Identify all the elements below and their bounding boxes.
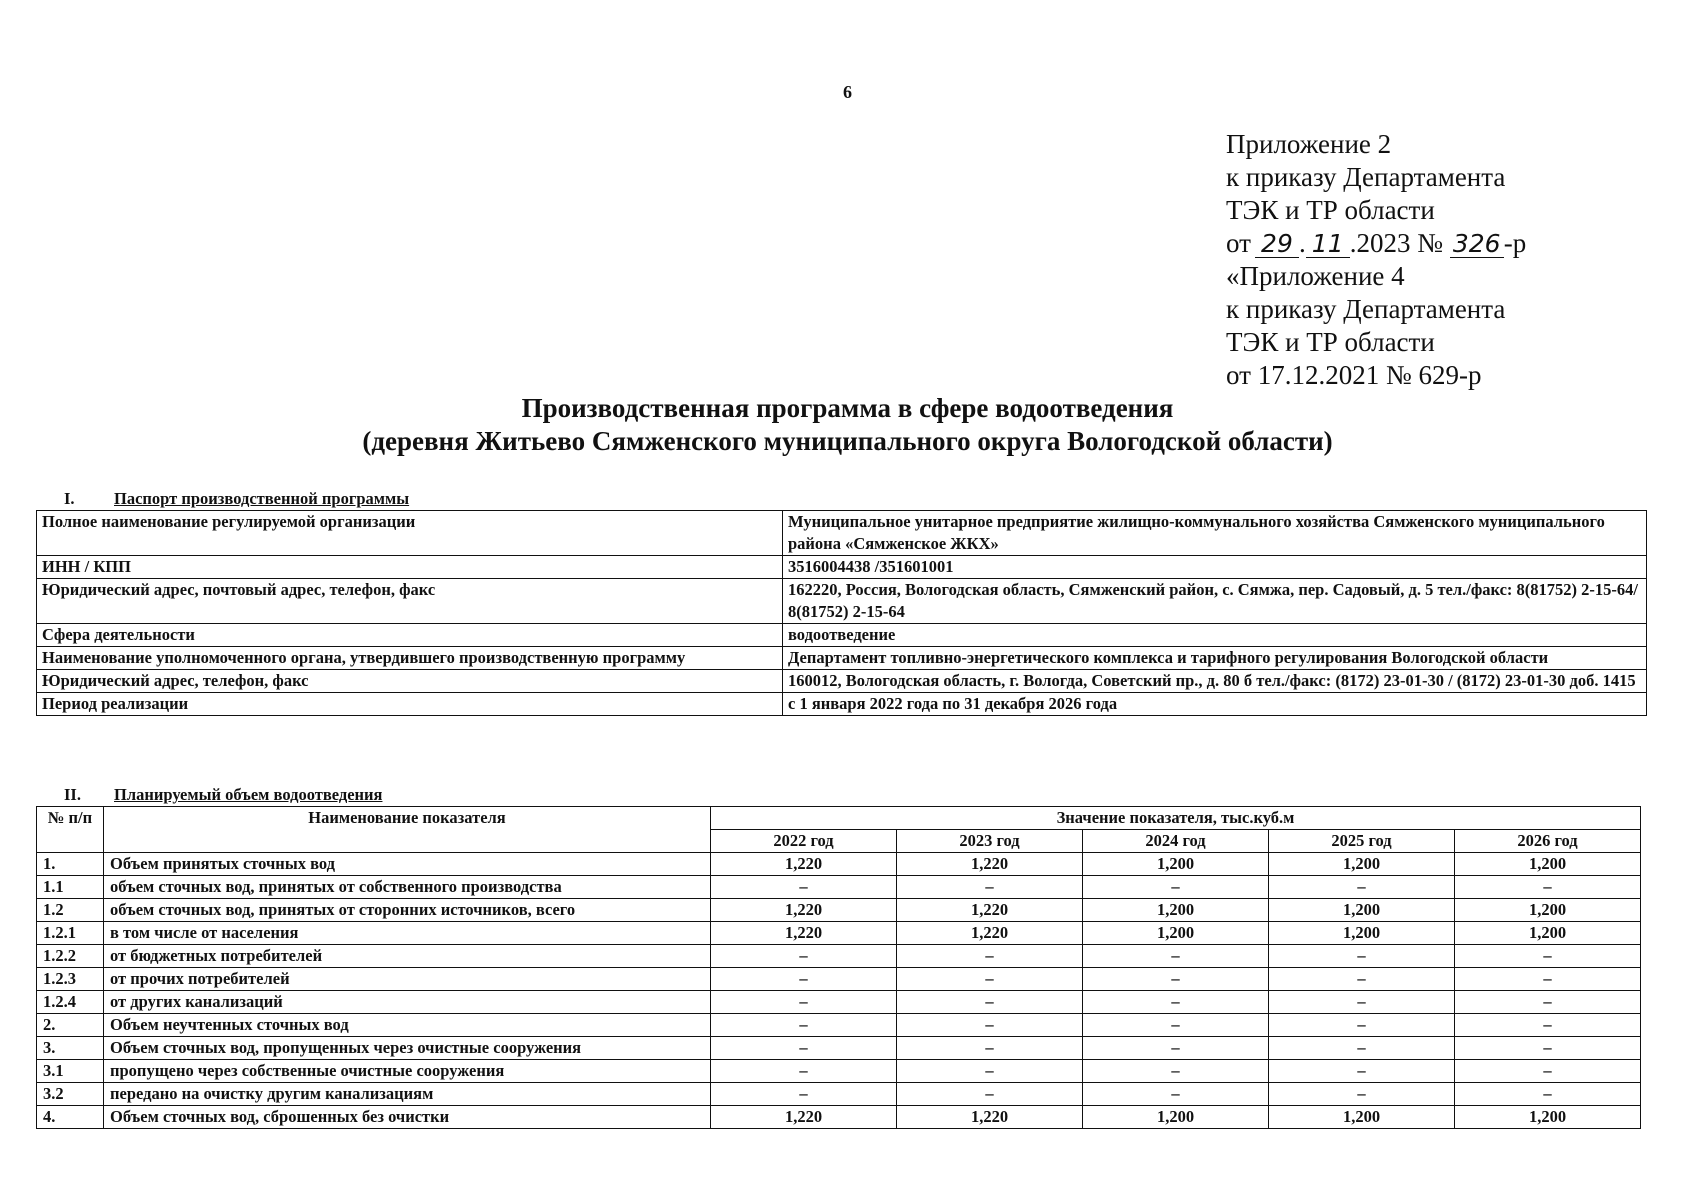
row-value: 1,200 (1455, 922, 1641, 945)
row-value: – (711, 1037, 897, 1060)
row-value: – (1269, 1060, 1455, 1083)
row-value: – (1269, 945, 1455, 968)
volume-row (37, 991, 1641, 1014)
row-value: 1,200 (1269, 922, 1455, 945)
row-value: 1,220 (711, 853, 897, 876)
year-header: 2022 год (711, 830, 897, 853)
row-value: – (1455, 991, 1641, 1014)
row-name: от прочих потребителей (104, 968, 711, 991)
row-value: – (711, 991, 897, 1014)
row-name: от бюджетных потребителей (104, 945, 711, 968)
section-number: I. (64, 489, 75, 508)
row-value: – (711, 945, 897, 968)
passport-value: 3516004438 /351601001 (783, 556, 1647, 579)
row-value: – (897, 991, 1083, 1014)
row-name: Объем сточных вод, пропущенных через очистные сооружения (104, 1037, 711, 1060)
row-number: 1. (37, 853, 104, 876)
passport-row (37, 647, 1647, 670)
row-value: 1,200 (1083, 853, 1269, 876)
year-header: 2023 год (897, 830, 1083, 853)
row-value: 1,200 (1455, 853, 1641, 876)
date-year: .2023 № (1349, 228, 1443, 258)
row-value: – (897, 1060, 1083, 1083)
row-value: – (1455, 876, 1641, 899)
year-header: 2024 год (1083, 830, 1269, 853)
passport-value: Муниципальное унитарное предприятие жилищно-коммунального хозяйства Сямженского муниципального района «Сямженское ЖКХ» (783, 511, 1647, 556)
row-name: Объем принятых сточных вод (104, 853, 711, 876)
row-value: – (1083, 945, 1269, 968)
appendix-line: Приложение 2 (1226, 129, 1392, 159)
row-number: 1.2.4 (37, 991, 104, 1014)
volume-row (37, 1014, 1641, 1037)
passport-label: Юридический адрес, почтовый адрес, телефон, факс (37, 579, 783, 624)
row-value: 1,200 (1455, 899, 1641, 922)
row-value: – (1083, 876, 1269, 899)
passport-row (37, 556, 1647, 579)
row-value: – (1455, 1060, 1641, 1083)
col-value-header: Значение показателя, тыс.куб.м (711, 807, 1641, 830)
row-name: объем сточных вод, принятых от собственного производства (104, 876, 711, 899)
appendix-line: от 17.12.2021 № 629-р (1226, 360, 1482, 390)
row-name: Объем сточных вод, сброшенных без очистки (104, 1106, 711, 1129)
row-value: – (897, 1014, 1083, 1037)
row-name: Объем неучтенных сточных вод (104, 1014, 711, 1037)
volume-row (37, 853, 1641, 876)
row-number: 1.2.2 (37, 945, 104, 968)
passport-row (37, 693, 1647, 716)
passport-label: Полное наименование регулируемой организации (37, 511, 783, 556)
section-2-title (64, 785, 382, 805)
row-number: 1.2.1 (37, 922, 104, 945)
appendix-line: ТЭК и ТР области (1226, 195, 1435, 225)
header-row (37, 807, 1641, 830)
row-value: – (711, 1083, 897, 1106)
row-value: – (897, 876, 1083, 899)
col-name-header: Наименование показателя (104, 807, 711, 853)
row-name: объем сточных вод, принятых от сторонних источников, всего (104, 899, 711, 922)
row-number: 1.1 (37, 876, 104, 899)
row-value: 1,200 (1083, 922, 1269, 945)
volume-table (36, 806, 1641, 1129)
passport-value: Департамент топливно-энергетического комплекса и тарифного регулирования Вологодской области (783, 647, 1647, 670)
row-value: – (1083, 1037, 1269, 1060)
row-name: от других канализаций (104, 991, 711, 1014)
passport-table (36, 510, 1647, 716)
row-value: – (897, 1037, 1083, 1060)
row-value: – (1083, 1014, 1269, 1037)
volume-row (37, 1037, 1641, 1060)
row-number: 3.1 (37, 1060, 104, 1083)
row-value: – (1455, 1014, 1641, 1037)
volume-row (37, 968, 1641, 991)
passport-label: Наименование уполномоченного органа, утвердившего производственную программу (37, 647, 783, 670)
appendix-line: «Приложение 4 (1226, 261, 1405, 291)
passport-label: Период реализации (37, 693, 783, 716)
row-value: 1,220 (897, 853, 1083, 876)
row-value: 1,220 (897, 899, 1083, 922)
passport-row (37, 579, 1647, 624)
row-value: 1,200 (1269, 899, 1455, 922)
document-title (0, 392, 1695, 458)
passport-row (37, 624, 1647, 647)
handwritten-order-number: 326 (1450, 231, 1504, 258)
volume-row (37, 1060, 1641, 1083)
row-value: – (711, 1014, 897, 1037)
row-value: 1,220 (711, 1106, 897, 1129)
handwritten-day: 29 (1255, 231, 1299, 258)
row-value: – (1083, 1083, 1269, 1106)
row-value: 1,220 (711, 899, 897, 922)
passport-row (37, 511, 1647, 556)
row-value: – (897, 1083, 1083, 1106)
row-value: – (1269, 1083, 1455, 1106)
volume-row (37, 1083, 1641, 1106)
appendix-date-line: от 29 . 11 .2023 № 326 -р (1226, 228, 1527, 258)
row-value: – (711, 1060, 897, 1083)
row-number: 4. (37, 1106, 104, 1129)
volume-row (37, 922, 1641, 945)
handwritten-month: 11 (1306, 231, 1350, 258)
appendix-block (1226, 128, 1526, 392)
section-1-title (64, 489, 409, 509)
row-value: – (1455, 1083, 1641, 1106)
row-value: 1,200 (1455, 1106, 1641, 1129)
volume-row (37, 876, 1641, 899)
page-number: 6 (843, 82, 852, 102)
passport-label: Сфера деятельности (37, 624, 783, 647)
row-number: 2. (37, 1014, 104, 1037)
row-value: – (1083, 991, 1269, 1014)
passport-label: ИНН / КПП (37, 556, 783, 579)
year-header: 2025 год (1269, 830, 1455, 853)
row-value: – (1269, 876, 1455, 899)
appendix-line: ТЭК и ТР области (1226, 327, 1435, 357)
row-number: 3.2 (37, 1083, 104, 1106)
volume-row (37, 945, 1641, 968)
passport-value: с 1 января 2022 года по 31 декабря 2026 года (783, 693, 1647, 716)
row-value: – (1083, 968, 1269, 991)
col-number-header: № п/п (37, 807, 104, 853)
row-name: пропущено через собственные очистные сооружения (104, 1060, 711, 1083)
section-title-text: Планируемый объем водоотведения (114, 785, 383, 804)
row-value: – (1455, 1037, 1641, 1060)
passport-value: водоотведение (783, 624, 1647, 647)
passport-value: 162220, Россия, Вологодская область, Сямженский район, с. Сямжа, пер. Садовый, д. 5 тел./факс: 8(81752) 2-15-64/ 8(81752) 2-15-64 (783, 579, 1647, 624)
row-number: 3. (37, 1037, 104, 1060)
row-value: 1,200 (1083, 1106, 1269, 1129)
section-title-text: Паспорт производственной программы (114, 489, 410, 508)
appendix-line: к приказу Департамента (1226, 294, 1506, 324)
row-name: в том числе от населения (104, 922, 711, 945)
row-value: 1,200 (1269, 1106, 1455, 1129)
passport-row (37, 670, 1647, 693)
row-value: – (1269, 991, 1455, 1014)
row-value: – (711, 876, 897, 899)
row-number: 1.2.3 (37, 968, 104, 991)
row-value: – (711, 968, 897, 991)
row-value: – (1269, 1037, 1455, 1060)
row-value: – (1455, 968, 1641, 991)
row-value: – (1269, 968, 1455, 991)
row-value: – (897, 945, 1083, 968)
row-name: передано на очистку другим канализациям (104, 1083, 711, 1106)
row-number: 1.2 (37, 899, 104, 922)
title-line-1: Производственная программа в сфере водоотведения (521, 393, 1174, 423)
passport-value: 160012, Вологодская область, г. Вологда, Советский пр., д. 80 б тел./факс: (8172) 23-01-30 / (8172) 23-01-30 доб. 1415 (783, 670, 1647, 693)
passport-label: Юридический адрес, телефон, факс (37, 670, 783, 693)
section-number: II. (64, 785, 81, 804)
year-header: 2026 год (1455, 830, 1641, 853)
row-value: – (1269, 1014, 1455, 1037)
volume-row (37, 1106, 1641, 1129)
row-value: 1,220 (897, 922, 1083, 945)
volume-row (37, 899, 1641, 922)
appendix-line: к приказу Департамента (1226, 162, 1506, 192)
row-value: 1,220 (897, 1106, 1083, 1129)
row-value: 1,200 (1269, 853, 1455, 876)
row-value: – (1455, 945, 1641, 968)
row-value: – (897, 968, 1083, 991)
title-line-2: (деревня Житьево Сямженского муниципального округа Вологодской области) (362, 426, 1333, 456)
row-value: 1,220 (711, 922, 897, 945)
row-value: 1,200 (1083, 899, 1269, 922)
date-prefix: от (1226, 228, 1251, 258)
row-value: – (1083, 1060, 1269, 1083)
order-suffix: -р (1503, 228, 1527, 258)
